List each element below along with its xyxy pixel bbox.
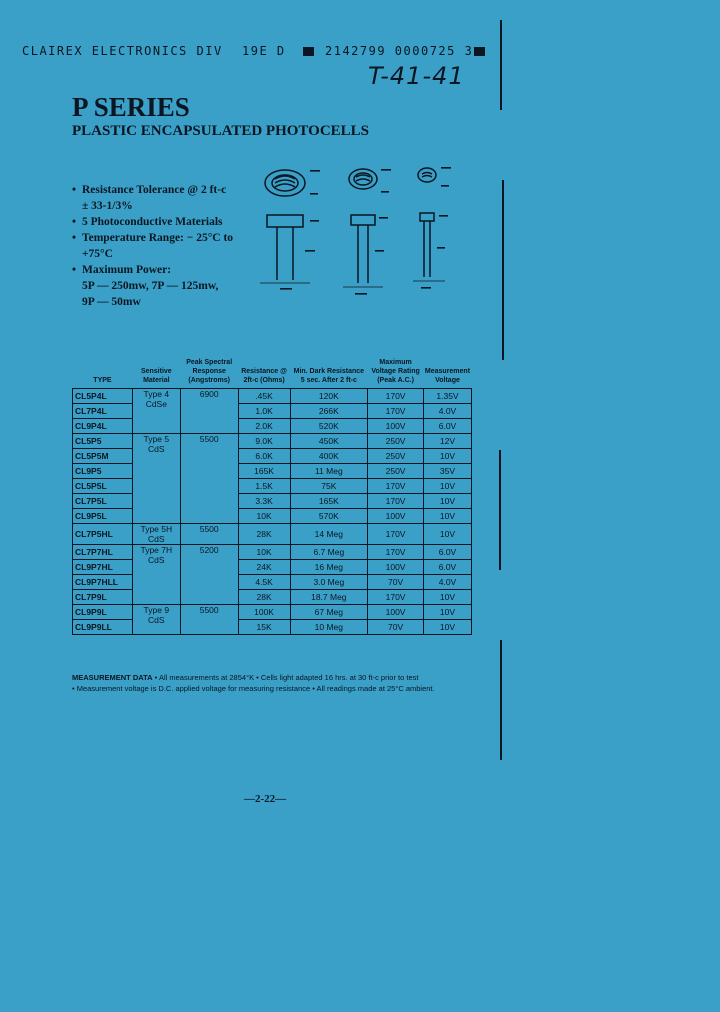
- cell-measurement: 6.0V: [423, 560, 471, 575]
- spec-table: [72, 358, 472, 635]
- measurement-notes: [72, 672, 492, 694]
- cell-voltage: 170V: [368, 545, 424, 560]
- cell-type: CL5P5L: [73, 479, 133, 494]
- cell-type: CL7P5L: [73, 494, 133, 509]
- company-header: CLAIREX ELECTRONICS DIV: [22, 44, 223, 58]
- scan-edge: [499, 450, 501, 570]
- cell-measurement: 12V: [423, 434, 471, 449]
- cell-measurement: 4.0V: [423, 575, 471, 590]
- cell-dark-resistance: 570K: [290, 509, 368, 524]
- cell-resistance: 1.0K: [238, 404, 290, 419]
- table-row: [73, 605, 472, 620]
- cell-type: CL9P5: [73, 464, 133, 479]
- cell-type: CL7P7HL: [73, 545, 133, 560]
- table-row: [73, 575, 472, 590]
- notes-text-1: • All measurements at 2854°K • Cells light adapted 16 hrs. at 30 ft-c prior to test: [152, 673, 419, 682]
- table-row: [73, 590, 472, 605]
- material-compound: CdS: [148, 444, 165, 454]
- cell-type: CL5P5M: [73, 449, 133, 464]
- cell-voltage: 170V: [368, 524, 424, 545]
- cell-measurement: 10V: [423, 605, 471, 620]
- col-header-material: Sensitive Material: [140, 368, 172, 384]
- cell-voltage: 70V: [368, 575, 424, 590]
- cell-material: [132, 389, 180, 434]
- cell-peak: 5500: [180, 524, 238, 545]
- cell-dark-resistance: 450K: [290, 434, 368, 449]
- col-header-dark-resistance: Min. Dark Resistance 5 sec. After 2 ft-c: [293, 368, 365, 384]
- cell-resistance: 28K: [238, 524, 290, 545]
- page-number: —2-22—: [244, 793, 287, 805]
- cell-resistance: 4.5K: [238, 575, 290, 590]
- table-header-row: [73, 358, 472, 389]
- cell-resistance: 24K: [238, 560, 290, 575]
- cell-measurement: 1.35V: [423, 389, 471, 404]
- table-row: [73, 419, 472, 434]
- col-header-voltage: Maximum Voltage Rating (Peak A.C.): [371, 359, 420, 384]
- cell-type: CL9P9LL: [73, 620, 133, 635]
- feature-tolerance-value: ± 33-1/3%: [82, 200, 133, 212]
- cell-peak: 5500: [180, 605, 238, 635]
- cell-dark-resistance: 75K: [290, 479, 368, 494]
- photocell-diagram: [255, 155, 470, 310]
- cell-resistance: 165K: [238, 464, 290, 479]
- cell-dark-resistance: 6.7 Meg: [290, 545, 368, 560]
- cell-material: [132, 605, 180, 635]
- cell-measurement: 10V: [423, 449, 471, 464]
- cell-type: CL5P5: [73, 434, 133, 449]
- notes-line-2: • Measurement voltage is D.C. applied voltage for measuring resistance • All readings made at 25°C ambient.: [72, 684, 435, 693]
- page-title: P SERIES: [72, 92, 190, 122]
- header-block-mark: [303, 47, 314, 56]
- table-row: [73, 449, 472, 464]
- material-type: Type 5H: [140, 524, 173, 534]
- col-header-type: TYPE: [93, 377, 112, 384]
- cell-type: CL9P7HLL: [73, 575, 133, 590]
- cell-measurement: 35V: [423, 464, 471, 479]
- table-row: [73, 545, 472, 560]
- table-row: [73, 524, 472, 545]
- table-row: [73, 389, 472, 404]
- cell-dark-resistance: 10 Meg: [290, 620, 368, 635]
- material-type: Type 9: [143, 605, 170, 615]
- cell-measurement: 4.0V: [423, 404, 471, 419]
- cell-voltage: 100V: [368, 605, 424, 620]
- cell-material: [132, 545, 180, 605]
- cell-type: CL5P4L: [73, 389, 133, 404]
- cell-voltage: 70V: [368, 620, 424, 635]
- cell-resistance: .45K: [238, 389, 290, 404]
- header-number: 2142799 0000725 3: [325, 44, 474, 58]
- cell-measurement: 6.0V: [423, 545, 471, 560]
- cell-type: CL7P4L: [73, 404, 133, 419]
- feature-list: [72, 182, 247, 310]
- cell-peak: 6900: [180, 389, 238, 434]
- page-number-value: 2-22: [255, 793, 276, 805]
- material-type: Type 7H: [140, 545, 173, 555]
- table-row: [73, 464, 472, 479]
- material-compound: CdS: [148, 534, 165, 544]
- material-compound: CdS: [148, 615, 165, 625]
- cell-resistance: 10K: [238, 545, 290, 560]
- cell-resistance: 3.3K: [238, 494, 290, 509]
- cell-type: CL7P9L: [73, 590, 133, 605]
- cell-type: CL7P5HL: [73, 524, 133, 545]
- material-compound: CdS: [148, 555, 165, 565]
- cell-resistance: 1.5K: [238, 479, 290, 494]
- cell-voltage: 250V: [368, 434, 424, 449]
- notes-line-1: [72, 672, 492, 683]
- cell-dark-resistance: 18.7 Meg: [290, 590, 368, 605]
- header-code: 19E D: [242, 44, 286, 58]
- table-row: [73, 479, 472, 494]
- cell-measurement: 10V: [423, 590, 471, 605]
- cell-resistance: 15K: [238, 620, 290, 635]
- cell-voltage: 100V: [368, 560, 424, 575]
- cell-measurement: 10V: [423, 479, 471, 494]
- feature-materials: • 5 Photoconductive Materials: [72, 214, 247, 230]
- material-compound: CdSe: [145, 399, 167, 409]
- cell-resistance: 2.0K: [238, 419, 290, 434]
- feature-temperature-value: +75°C: [82, 248, 113, 260]
- table-row: [73, 494, 472, 509]
- table-row: [73, 404, 472, 419]
- cell-voltage: 100V: [368, 419, 424, 434]
- cell-peak: 5500: [180, 434, 238, 524]
- col-header-measurement: Measurement Voltage: [424, 368, 471, 384]
- cell-resistance: 9.0K: [238, 434, 290, 449]
- table-body: [73, 389, 472, 635]
- cell-dark-resistance: 14 Meg: [290, 524, 368, 545]
- material-type: Type 4: [143, 389, 170, 399]
- col-header-peak: Peak Spectral Response (Angstroms): [186, 359, 233, 384]
- material-type: Type 5: [143, 434, 170, 444]
- cell-voltage: 250V: [368, 449, 424, 464]
- cell-material: [132, 434, 180, 524]
- cell-resistance: 100K: [238, 605, 290, 620]
- cell-dark-resistance: 266K: [290, 404, 368, 419]
- table-row: [73, 509, 472, 524]
- page-subtitle: PLASTIC ENCAPSULATED PHOTOCELLS: [72, 123, 370, 139]
- feature-temperature: • Temperature Range: − 25°C to: [72, 230, 247, 246]
- feature-power: • Maximum Power:: [72, 262, 247, 278]
- cell-dark-resistance: 520K: [290, 419, 368, 434]
- cell-dark-resistance: 11 Meg: [290, 464, 368, 479]
- cell-resistance: 28K: [238, 590, 290, 605]
- feature-power-values-2: 9P — 50mw: [82, 296, 141, 308]
- cell-dark-resistance: 400K: [290, 449, 368, 464]
- scan-edge: [502, 180, 504, 360]
- cell-measurement: 6.0V: [423, 419, 471, 434]
- scan-edge: [500, 20, 502, 110]
- feature-tolerance: • Resistance Tolerance @ 2 ft-c: [72, 182, 247, 198]
- cell-measurement: 10V: [423, 524, 471, 545]
- cell-type: CL9P9L: [73, 605, 133, 620]
- cell-resistance: 6.0K: [238, 449, 290, 464]
- cell-voltage: 170V: [368, 479, 424, 494]
- cell-voltage: 100V: [368, 509, 424, 524]
- header-block-mark: [474, 47, 485, 56]
- cell-measurement: 10V: [423, 509, 471, 524]
- table-row: [73, 620, 472, 635]
- table-row: [73, 560, 472, 575]
- handwritten-code: T-41-41: [368, 62, 465, 90]
- col-header-resistance: Resistance @ 2ft-c (Ohms): [241, 368, 287, 384]
- cell-measurement: 10V: [423, 620, 471, 635]
- cell-voltage: 170V: [368, 494, 424, 509]
- cell-type: CL9P7HL: [73, 560, 133, 575]
- cell-dark-resistance: 16 Meg: [290, 560, 368, 575]
- cell-resistance: 10K: [238, 509, 290, 524]
- cell-voltage: 170V: [368, 404, 424, 419]
- cell-measurement: 10V: [423, 494, 471, 509]
- cell-dark-resistance: 67 Meg: [290, 605, 368, 620]
- cell-type: CL9P5L: [73, 509, 133, 524]
- cell-voltage: 250V: [368, 464, 424, 479]
- cell-dark-resistance: 165K: [290, 494, 368, 509]
- cell-voltage: 170V: [368, 389, 424, 404]
- feature-power-values: 5P — 250mw, 7P — 125mw,: [82, 280, 219, 292]
- cell-material: [132, 524, 180, 545]
- cell-dark-resistance: 120K: [290, 389, 368, 404]
- notes-label: MEASUREMENT DATA: [72, 673, 153, 682]
- cell-peak: 5200: [180, 545, 238, 605]
- cell-dark-resistance: 3.0 Meg: [290, 575, 368, 590]
- scan-edge: [500, 640, 502, 760]
- cell-voltage: 170V: [368, 590, 424, 605]
- cell-type: CL9P4L: [73, 419, 133, 434]
- table-row: [73, 434, 472, 449]
